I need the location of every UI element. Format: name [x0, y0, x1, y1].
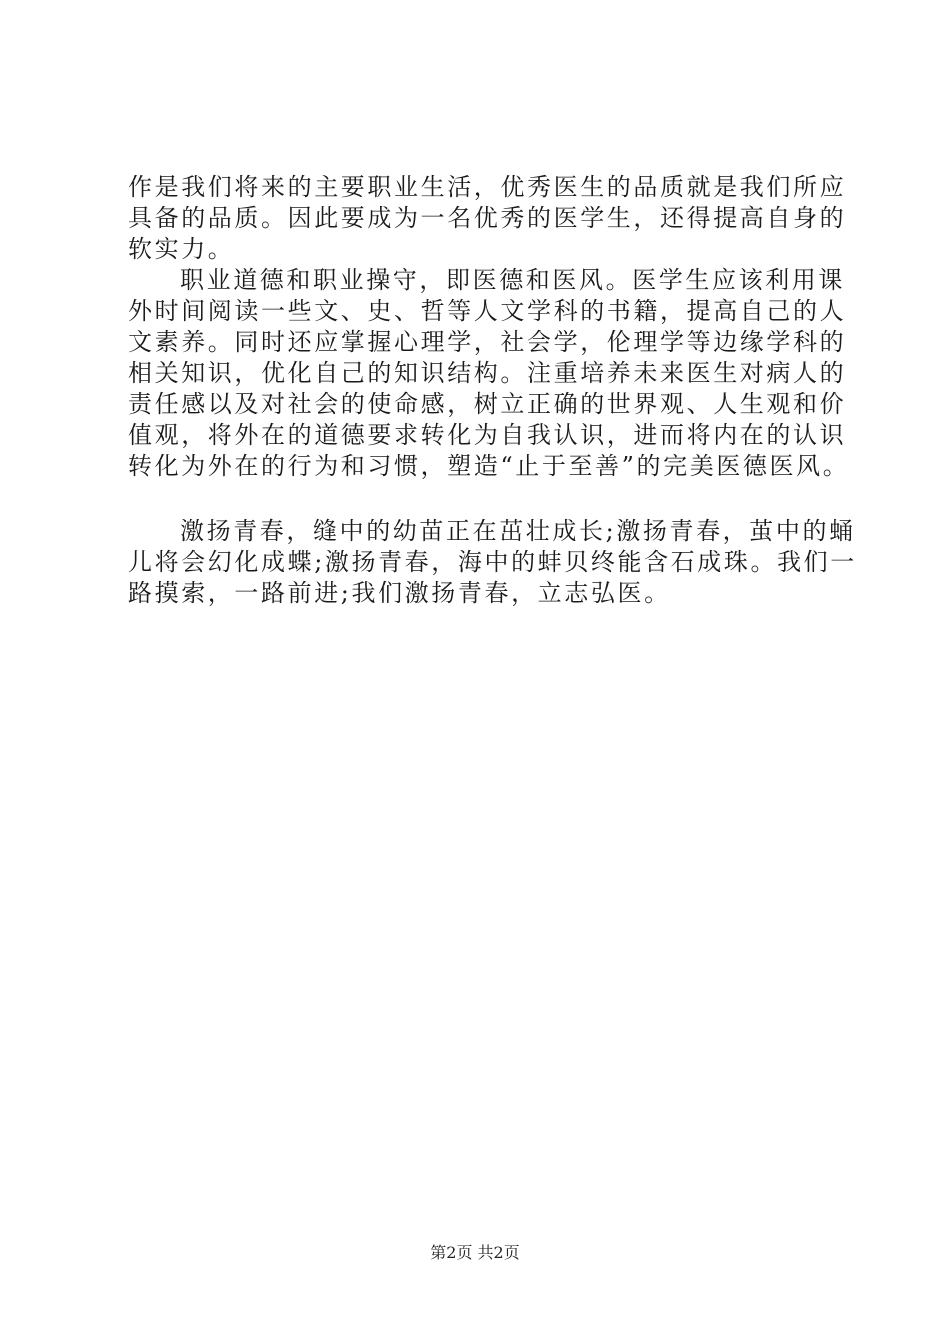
paragraph-continuation — [128, 172, 847, 265]
paragraph-conclusion — [128, 516, 857, 609]
text-line: 软实力。 — [128, 235, 235, 263]
text-line: 相关知识，优化自己的知识结构。注重培养未来医生对病人的 — [128, 359, 847, 387]
text-line: 激扬青春，缝中的幼苗正在茁壮成长;激扬青春，茧中的蛹 — [180, 517, 856, 545]
text-line: 责任感以及对社会的使命感，树立正确的世界观、人生观和价 — [128, 390, 847, 418]
text-line: 职业道德和职业操守，即医德和医风。医学生应该利用课 — [180, 266, 845, 294]
text-line: 值观，将外在的道德要求转化为自我认识，进而将内在的认识 — [128, 421, 847, 449]
text-line: 作是我们将来的主要职业生活，优秀医生的品质就是我们所应 — [128, 173, 847, 201]
text-line: 具备的品质。因此要成为一名优秀的医学生，还得提高自身的 — [128, 204, 847, 232]
text-line: 文素养。同时还应掌握心理学，社会学，伦理学等边缘学科的 — [128, 328, 847, 356]
text-line: 路摸索，一路前进;我们激扬青春，立志弘医。 — [128, 579, 671, 607]
paragraph-spacer — [128, 482, 828, 516]
text-line: 外时间阅读一些文、史、哲等人文学科的书籍，提高自己的人 — [128, 297, 847, 325]
document-body — [128, 172, 857, 609]
text-line: 转化为外在的行为和习惯，塑造“止于至善”的完美医德医风。 — [128, 452, 850, 480]
paragraph-professional-ethics — [128, 265, 850, 482]
text-line: 儿将会幻化成蝶;激扬青春，海中的蚌贝终能含石成珠。我们一 — [128, 548, 857, 576]
page-number-footer: 第2页 共2页 — [430, 1243, 520, 1262]
